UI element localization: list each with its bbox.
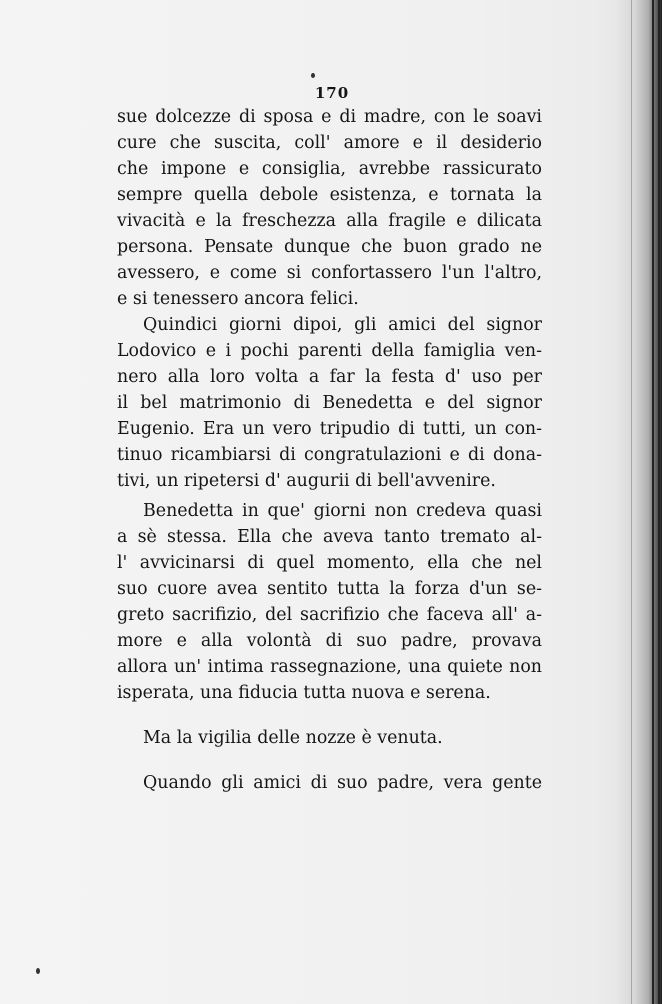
text-line: che impone e consiglia, avrebbe rassicurato (117, 159, 542, 179)
paragraph (117, 104, 542, 312)
text-line: Ma la vigilia delle nozze è venuta. (143, 728, 443, 748)
text-line: greto sacrifizio, del sacrifizio che faceva all' a- (117, 605, 542, 625)
page-edge-line (631, 0, 632, 1004)
page-edge-line (658, 0, 660, 1004)
text-line: e si tenessero ancora felici. (117, 289, 359, 309)
body-text (117, 104, 542, 796)
text-line: allora un' intima rassegnazione, una quiete non (117, 657, 542, 677)
text-line: tivi, un ripetersi d' augurii di bell'avvenire. (117, 471, 496, 491)
text-line: suo cuore avea sentito tutta la forza d'un se- (117, 579, 542, 599)
text-line: isperata, una fiducia tutta nuova e serena. (117, 683, 491, 703)
page-number: 170 (314, 84, 350, 102)
paragraph (117, 312, 542, 494)
text-line: il bel matrimonio di Benedetta e del signor (117, 393, 542, 413)
text-line: nero alla loro volta a far la festa d' uso per (117, 367, 542, 387)
text-line: Quando gli amici di suo padre, vera gente (143, 773, 542, 793)
text-line: l' avvicinarsi di quel momento, ella che nel (117, 553, 542, 573)
paragraph (117, 498, 542, 706)
text-line: Lodovico e i pochi parenti della famiglia ven- (117, 341, 542, 361)
text-line: persona. Pensate dunque che buon grado ne (117, 237, 542, 257)
ink-speck (36, 968, 40, 974)
text-line: Eugenio. Era un vero tripudio di tutti, un con- (117, 419, 542, 439)
text-line: vivacità e la freschezza alla fragile e dilicata (117, 211, 542, 231)
page-edge-line (652, 0, 654, 1004)
paragraph (117, 770, 542, 796)
text-line: avessero, e come si confortassero l'un l'altro, (117, 263, 542, 283)
text-line: sue dolcezze di sposa e di madre, con le soavi (117, 107, 542, 127)
text-line: a sè stessa. Ella che aveva tanto tremato al- (117, 527, 542, 547)
text-line: tinuo ricambiarsi di congratulazioni e di dona- (117, 445, 542, 465)
text-line: Quindici giorni dipoi, gli amici del signor (143, 315, 542, 335)
text-line: Benedetta in que' giorni non credeva quasi (143, 501, 542, 521)
page-edge-shadow (616, 0, 662, 1004)
text-line: cure che suscita, coll' amore e il desiderio (117, 133, 542, 153)
ink-speck (311, 73, 315, 78)
text-line: sempre quella debole esistenza, e tornata la (117, 185, 542, 205)
paragraph (117, 725, 542, 751)
text-line: more e alla volontà di suo padre, provava (117, 631, 542, 651)
